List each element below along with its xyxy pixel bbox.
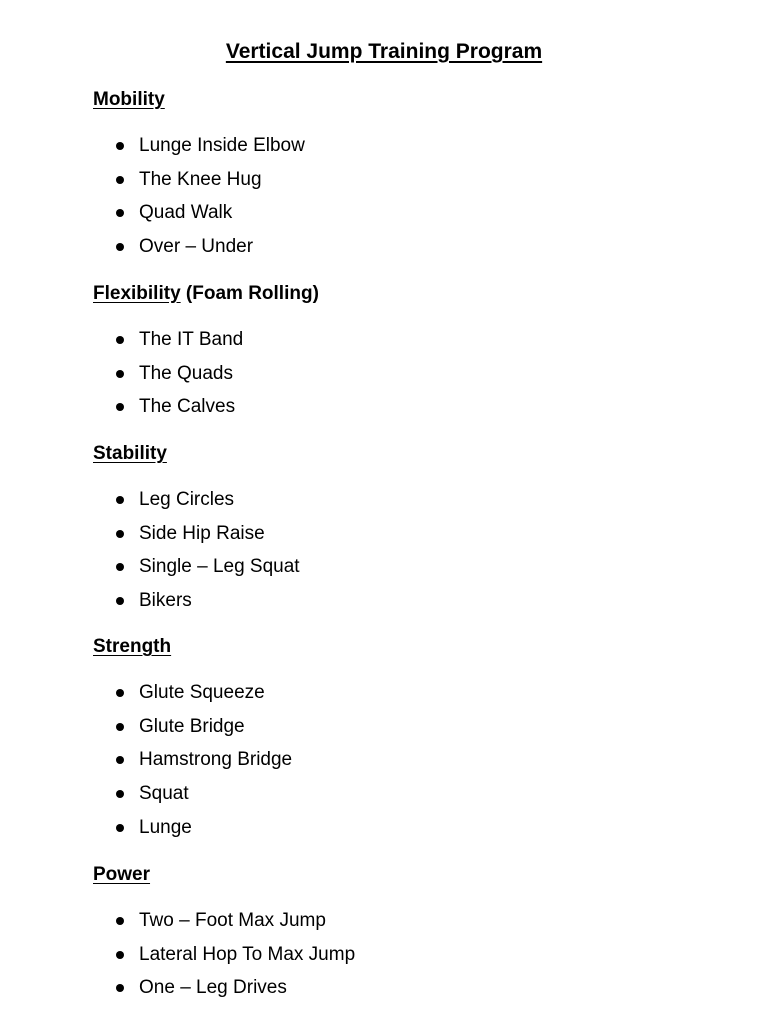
bullet-icon [116, 370, 124, 378]
mobility-list [93, 135, 693, 270]
bullet-icon [116, 243, 124, 251]
bullet-icon [116, 917, 124, 925]
section-heading-stability: Stability [93, 443, 167, 464]
section-mobility [93, 88, 693, 270]
bullet-icon [116, 723, 124, 731]
bullet-icon [116, 530, 124, 538]
list-item: Squat [93, 783, 693, 817]
document-title [0, 38, 768, 66]
list-item: Lunge Inside Elbow [93, 135, 693, 169]
section-flexibility [93, 282, 693, 430]
bullet-icon [116, 689, 124, 697]
list-item: The Knee Hug [93, 169, 693, 203]
list-item: Two – Foot Max Jump [93, 910, 693, 944]
bullet-icon [116, 142, 124, 150]
bullet-icon [116, 824, 124, 832]
list-item: Bikers [93, 590, 693, 624]
section-heading-power: Power [93, 864, 151, 885]
document-title-text: Vertical Jump Training Program [225, 40, 543, 63]
bullet-icon [116, 597, 124, 605]
section-power [93, 863, 693, 1011]
list-item: The IT Band [93, 329, 693, 363]
list-item: Glute Squeeze [93, 682, 693, 716]
list-item: Over – Under [93, 236, 693, 270]
list-item: One – Leg Drives [93, 977, 693, 1011]
bullet-icon [116, 496, 124, 504]
bullet-icon [116, 209, 124, 217]
section-heading-strength: Strength [93, 636, 172, 657]
list-item: Lunge [93, 817, 693, 851]
list-item: Leg Circles [93, 489, 693, 523]
bullet-icon [116, 951, 124, 959]
bullet-icon [116, 403, 124, 411]
list-item: The Quads [93, 363, 693, 397]
section-heading-flexibility: Flexibility (Foam Rolling) [93, 283, 319, 304]
section-heading-suffix: (Foam Rolling) [185, 283, 319, 304]
list-item: Side Hip Raise [93, 523, 693, 557]
list-item: Glute Bridge [93, 716, 693, 750]
section-heading-mobility: Mobility [93, 89, 165, 110]
strength-list [93, 682, 693, 850]
bullet-icon [116, 790, 124, 798]
bullet-icon [116, 176, 124, 184]
section-stability [93, 442, 693, 624]
bullet-icon [116, 336, 124, 344]
power-list [93, 910, 693, 1011]
list-item: Hamstrong Bridge [93, 749, 693, 783]
bullet-icon [116, 984, 124, 992]
flexibility-list [93, 329, 693, 430]
list-item: Quad Walk [93, 202, 693, 236]
bullet-icon [116, 756, 124, 764]
list-item: The Calves [93, 396, 693, 430]
section-strength [93, 635, 693, 850]
bullet-icon [116, 563, 124, 571]
list-item: Lateral Hop To Max Jump [93, 944, 693, 978]
list-item: Single – Leg Squat [93, 556, 693, 590]
stability-list [93, 489, 693, 624]
